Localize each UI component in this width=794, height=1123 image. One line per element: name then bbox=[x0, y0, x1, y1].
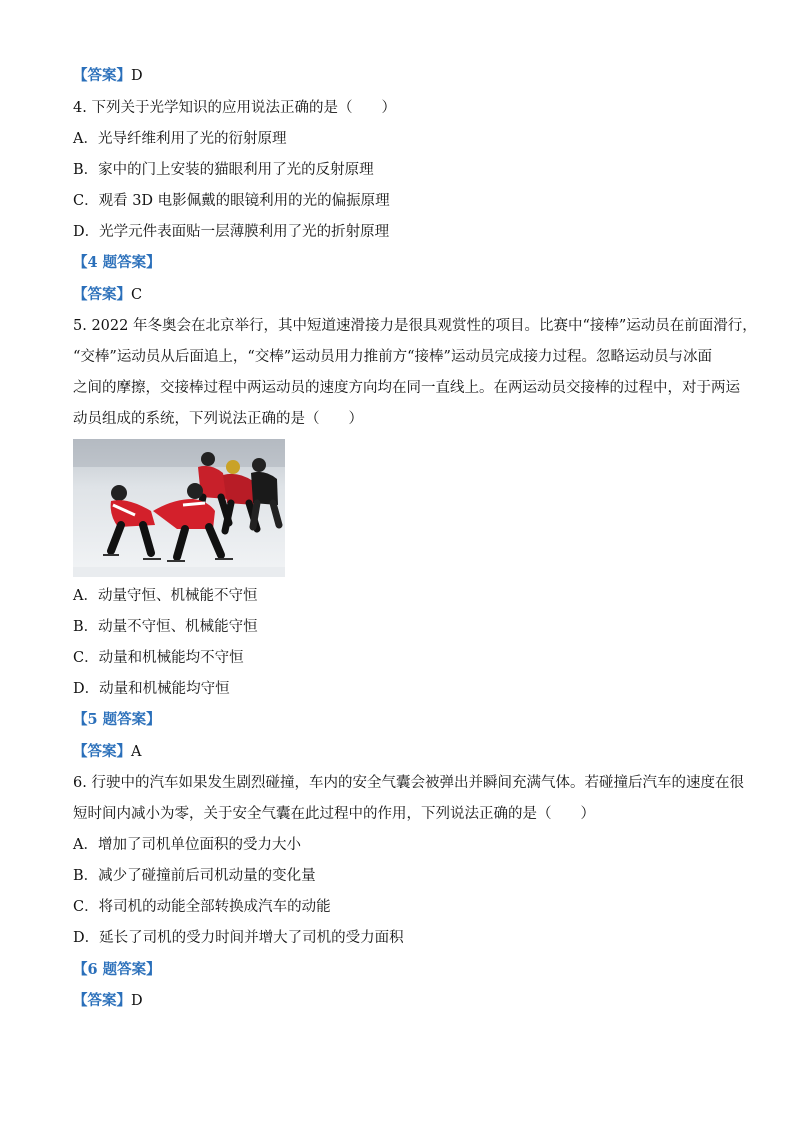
answer-line: 【答案】A bbox=[73, 743, 142, 760]
question-5-stem-line-2: “交棒”运动员从后面追上，“交棒”运动员用力推前方“接棒”运动员完成接力过程。忽略运动员与冰面 bbox=[73, 349, 712, 365]
speed-skating-photo bbox=[73, 439, 285, 577]
question-5-answer-header: 【5 题答案】 bbox=[73, 711, 161, 728]
question-4-option-d: D．光学元件表面贴一层薄膜利用了光的折射原理 bbox=[73, 224, 390, 240]
question-6-stem-line-2: 短时间内减小为零，关于安全气囊在此过程中的作用，下列说法正确的是（ ） bbox=[73, 806, 595, 822]
question-5-stem-line-3: 之间的摩擦，交接棒过程中两运动员的速度方向均在同一直线上。在两运动员交接棒的过程中，对于两运 bbox=[73, 380, 740, 396]
question-4-answer-header: 【4 题答案】 bbox=[73, 254, 161, 271]
answer-line: 【答案】C bbox=[73, 286, 143, 303]
question-6-option-b: B．减少了碰撞前后司机动量的变化量 bbox=[73, 868, 316, 884]
question-4-stem: 4. 下列关于光学知识的应用说法正确的是（ ） bbox=[73, 100, 396, 116]
question-4-option-a: A．光导纤维利用了光的衍射原理 bbox=[73, 131, 287, 147]
question-6-option-c: C．将司机的动能全部转换成汽车的动能 bbox=[73, 899, 331, 915]
question-4-option-c: C．观看 3D 电影佩戴的眼镜利用的光的偏振原理 bbox=[73, 193, 390, 209]
question-6-answer-header: 【6 题答案】 bbox=[73, 961, 161, 978]
question-5-option-d: D．动量和机械能均守恒 bbox=[73, 681, 230, 697]
question-6-stem-line-1: 6. 行驶中的汽车如果发生剧烈碰撞，车内的安全气囊会被弹出并瞬间充满气体。若碰撞后汽车的速度在很 bbox=[73, 775, 744, 791]
question-6-option-a: A．增加了司机单位面积的受力大小 bbox=[73, 837, 301, 853]
question-5-option-b: B．动量不守恒、机械能守恒 bbox=[73, 619, 258, 635]
question-5-stem-line-1: 5. 2022 年冬奥会在北京举行，其中短道速滑接力是很具观赏性的项目。比赛中“接棒”运动员在前面滑行， bbox=[73, 318, 757, 334]
question-5-stem-line-4: 动员组成的系统，下列说法正确的是（ ） bbox=[73, 411, 363, 427]
question-6-option-d: D．延长了司机的受力时间并增大了司机的受力面积 bbox=[73, 930, 404, 946]
question-4-option-b: B．家中的门上安装的猫眼利用了光的反射原理 bbox=[73, 162, 374, 178]
question-5-option-a: A．动量守恒、机械能不守恒 bbox=[73, 588, 258, 604]
question-5-option-c: C．动量和机械能均不守恒 bbox=[73, 650, 244, 666]
answer-line: 【答案】D bbox=[73, 992, 143, 1009]
answer-line: 【答案】D bbox=[73, 67, 143, 84]
